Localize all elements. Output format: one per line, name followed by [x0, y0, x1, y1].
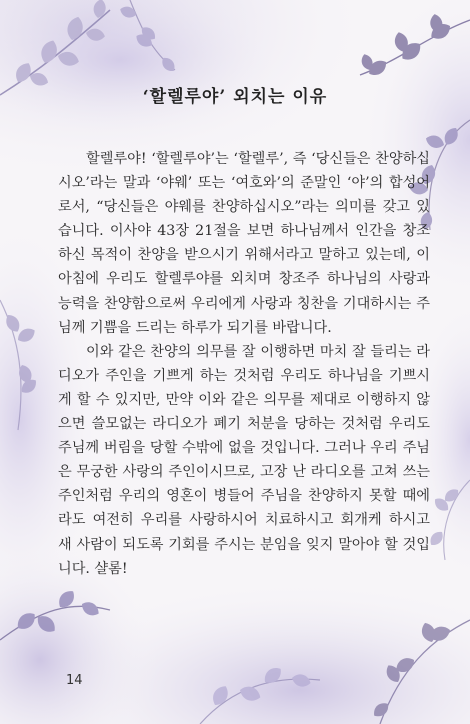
page-number: 14 — [66, 673, 83, 688]
paragraph: 할렐루야! ‘할렐루야’는 ‘할렐루’, 즉 ‘당신들은 찬양하십시오’라는 말과 ‘야웨’ 또는 ‘여호와’의 준말인 ‘야’의 합성어로서, “당신들은 야웨를 찬양하십시오”라는 의미를 갖고 있습니다. 이사야 43장 21절을 보면 하나님께서 인간을 창조하신 목적이 찬양을 받으시기 위해서라고 말하고 있는데, 이 아침에 우리도 할렐루야를 외치며 창조주 하나님의 사랑과 능력을 찬양함으로써 우리에게 사랑과 칭찬을 기대하시는 주님께 기쁨을 드리는 하루가 되기를 바랍니다. — [58, 151, 430, 336]
body-text — [58, 147, 430, 581]
paragraph: 이와 같은 찬양의 의무를 잘 이행하면 마치 잘 들리는 라디오가 주인을 기쁘게 하는 것처럼 우리도 하나님을 기쁘시게 할 수 있지만, 만약 이와 같은 의무를 제대로 이행하지 않으면 쓸모없는 라디오가 폐기 처분을 당하는 것처럼 우리도 주님께 버림을 당할 수밖에 없을 것입니다. 그러나 우리 주님은 무궁한 사랑의 주인이시므로, 고장 난 라디오를 고쳐 쓰는 주인처럼 우리의 영혼이 병들어 주님을 찬양하지 못할 때에라도 여전히 우리를 사랑하시어 치료하시고 회개케 하시고 새 사람이 되도록 기회를 주시는 분임을 잊지 말아야 할 것입니다. 샬롬! — [58, 343, 430, 577]
page-title: ‘할렐루야’ 외치는 이유 — [142, 87, 328, 107]
